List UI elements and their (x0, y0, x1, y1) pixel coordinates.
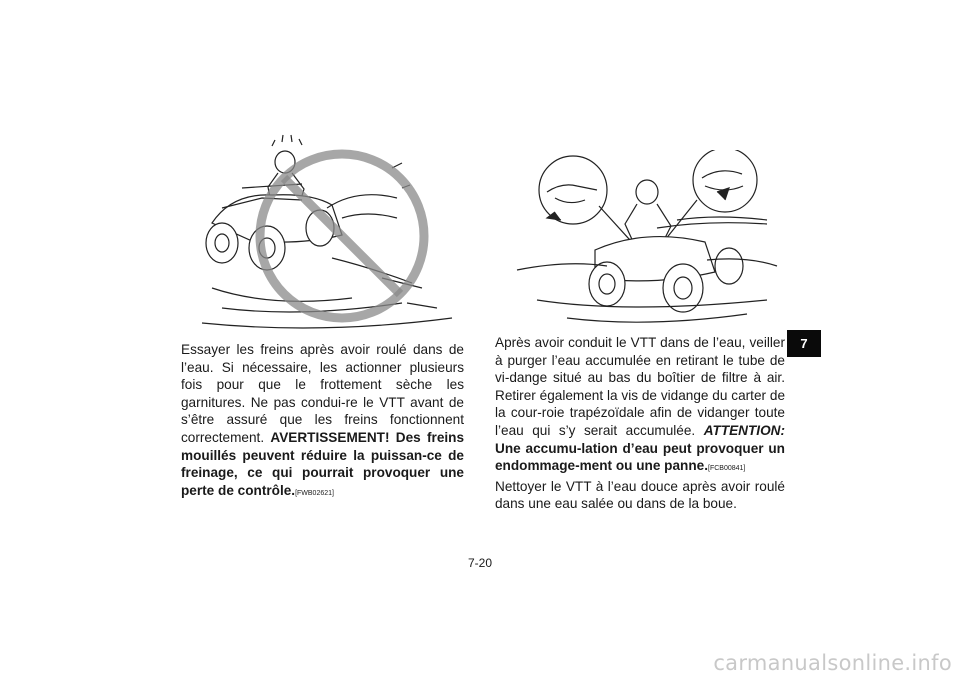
paragraph-brakes: Essayer les freins après avoir roulé dans de l’eau. Si nécessaire, les actionner plusieurs fois pour que le frottement sèche les garnitures. Ne pas condui-re le VTT avant de s’être assuré que les freins fonctionnent correctement. (181, 342, 464, 445)
warning-text: Des freins mouillés peuvent réduire la puissan-ce de freinage, ce qui pourrait provoquer une perte de contrôle. (181, 429, 465, 498)
watermark: carmanualsonline.info (713, 651, 952, 675)
paragraph-clean: Nettoyer le VTT à l’eau douce après avoir roulé dans une eau salée ou dans de la boue. (495, 478, 785, 512)
warning-label: AVERTISSEMENT! (270, 429, 390, 445)
attention-text: Une accumu-lation d’eau peut provoquer un endommage-ment ou une panne. (495, 440, 785, 474)
paragraph-drain: Après avoir conduit le VTT dans de l’eau, veiller à purger l’eau accumulée en retirant le tube de vi-dange situé au bas du boîtier de filtre à air. Retirer également la vis de vidange du carter de la cour-roie trapézoïdale afin de vidanger toute l’eau qui s’y serait accumulée. (495, 335, 785, 438)
illustration-atv-brake-levers (507, 150, 785, 330)
page-number: 7-20 (467, 556, 493, 570)
illustration-atv-prohibited (192, 128, 460, 336)
warning-code: [FWB02621] (295, 489, 334, 497)
attention-code: [FCB00841] (708, 465, 746, 473)
chapter-tab: 7 (787, 330, 821, 357)
brake-instructions-text (181, 341, 464, 502)
drain-instructions-text (495, 334, 785, 513)
attention-label: ATTENTION: (703, 422, 785, 438)
